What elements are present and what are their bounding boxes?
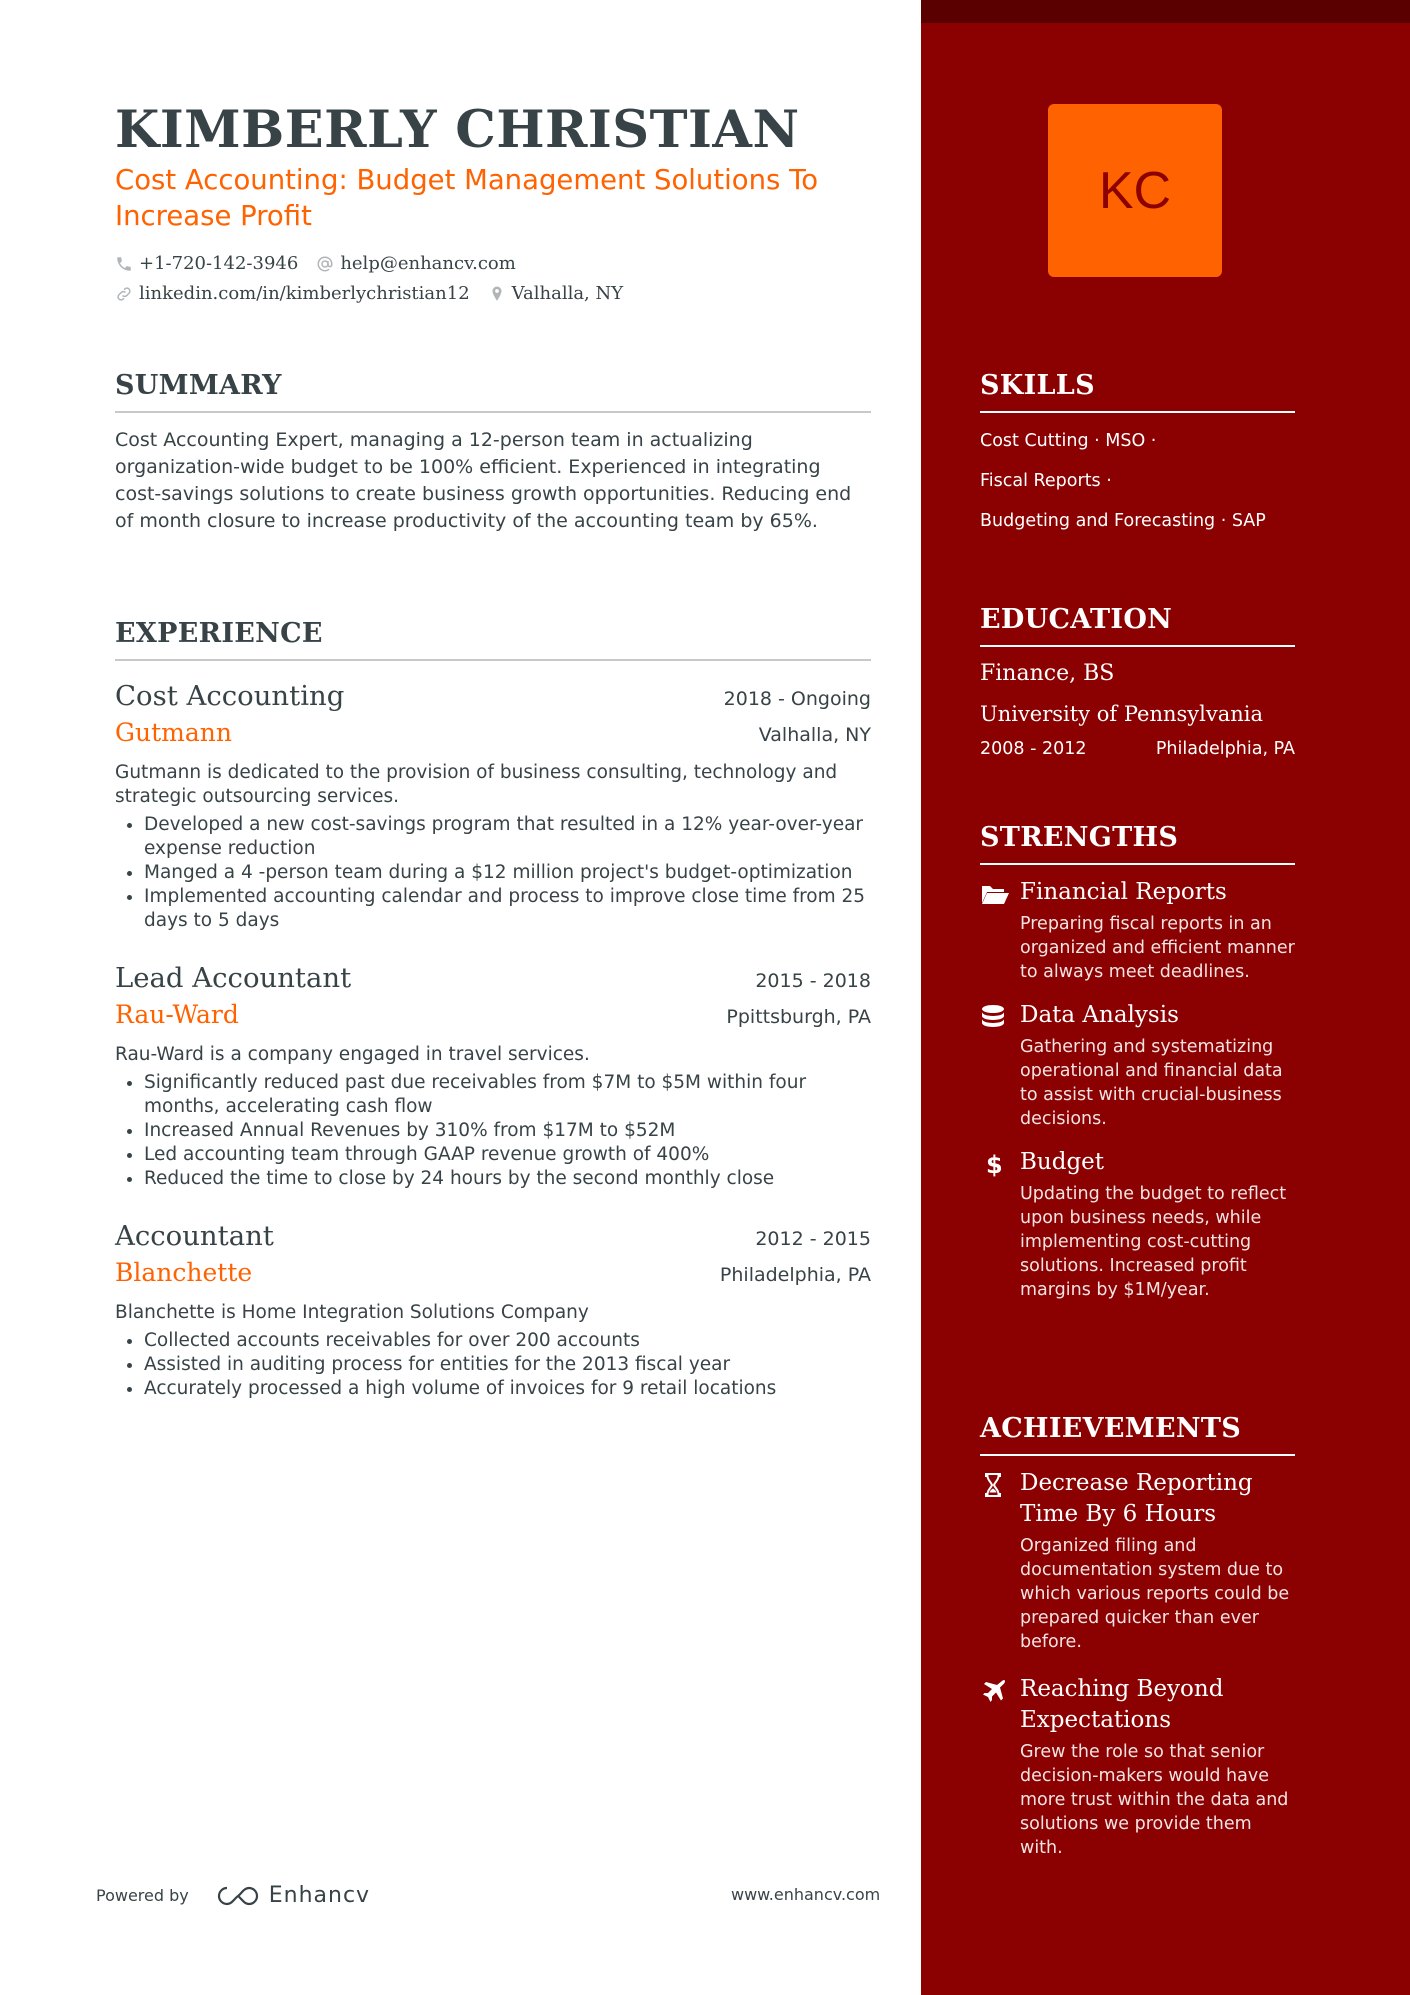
achievement-item: [980, 1468, 1295, 1654]
achievement-item: [980, 1674, 1295, 1860]
phone-text: +1-720-142-3946: [139, 253, 299, 274]
job-bullet: • Led accounting team through GAAP revenue growth of 400%: [144, 1143, 871, 1167]
job-bullets: [115, 1329, 871, 1401]
job-location: Valhalla, NY: [758, 724, 871, 746]
email-text: help@enhancv.com: [340, 253, 516, 274]
map-pin-icon: [488, 285, 506, 303]
strength-title: Data Analysis: [1020, 1002, 1179, 1028]
sidebar-top-band: [921, 0, 1410, 23]
contact-phone[interactable]: [115, 253, 298, 274]
footer-website[interactable]: www.enhancv.com: [731, 1885, 881, 1904]
strengths-title: STRENGTHS: [980, 822, 1295, 865]
strength-desc: Updating the budget to reflect upon business needs, while implementing cost-cutting solutions. Increased profit margins by $1M/year.: [1020, 1184, 1287, 1300]
skill-line: Cost Cutting · MSO ·: [980, 431, 1157, 451]
job-bullet: • Manged a 4 -person team during a $12 million project's budget-optimization: [144, 861, 871, 885]
strength-desc: Preparing fiscal reports in an organized and efficient manner to always meet deadlines.: [1020, 914, 1295, 982]
strength-title: Financial Reports: [1020, 879, 1227, 905]
contact-row-2: [115, 283, 623, 304]
link-icon: [115, 285, 133, 303]
at-icon: [316, 255, 334, 273]
summary-title: SUMMARY: [115, 370, 871, 413]
experience-title: EXPERIENCE: [115, 618, 871, 661]
job-description: Gutmann is dedicated to the provision of business consulting, technology and strategic outsourcing services.: [115, 762, 838, 807]
achievement-title: Decrease Reporting Time By 6 Hours: [1020, 1470, 1253, 1527]
skills-title: SKILLS: [980, 370, 1295, 413]
candidate-headline: Cost Accounting: Budget Management Solutions To Increase Profit: [115, 164, 819, 232]
plane-icon: [980, 1678, 1010, 1704]
strength-item: [980, 877, 1295, 984]
strength-item: [980, 1147, 1295, 1302]
linkedin-text: linkedin.com/in/kimberlychristian12: [139, 283, 470, 304]
job-company: Blanchette: [115, 1258, 253, 1287]
job-company: Gutmann: [115, 718, 232, 747]
job-date: 2015 - 2018: [755, 970, 871, 992]
job-bullet: • Collected accounts receivables for over 200 accounts: [144, 1329, 871, 1353]
education-title: EDUCATION: [980, 604, 1295, 647]
education-years: 2008 - 2012: [980, 739, 1087, 759]
svg-text:$: $: [986, 1151, 1003, 1177]
enhancv-brand[interactable]: [215, 1883, 370, 1908]
job-entry: [115, 959, 871, 1191]
job-company: Rau-Ward: [115, 1000, 239, 1029]
contact-linkedin[interactable]: [115, 283, 470, 304]
hourglass-icon: [980, 1472, 1010, 1498]
job-bullet: • Assisted in auditing process for entities for the 2013 fiscal year: [144, 1353, 871, 1377]
job-role: Cost Accounting: [115, 680, 345, 712]
strength-desc: Gathering and systematizing operational and financial data to assist with crucial-business decisions.: [1020, 1037, 1283, 1129]
job-date: 2012 - 2015: [755, 1228, 871, 1250]
education-school: University of Pennsylvania: [980, 702, 1263, 726]
achievement-title: Reaching Beyond Expectations: [1020, 1676, 1224, 1733]
summary-text: Cost Accounting Expert, managing a 12-person team in actualizing organization-wide budget to be 100% efficient. Experienced in integrating cost-savings solutions to create business growth opportunities. Reducing end of month closure to increase productivity of the accounting team by 65%.: [115, 429, 852, 532]
skill-line: Budgeting and Forecasting · SAP: [980, 511, 1266, 531]
education-degree: Finance, BS: [980, 661, 1115, 686]
strengths-section: [980, 822, 1295, 1302]
skills-section: [980, 370, 1295, 533]
enhancv-brand-text: Enhancv: [268, 1883, 371, 1908]
folder-open-icon: [980, 881, 1010, 907]
job-bullets: [115, 1071, 871, 1191]
strength-title: Budget: [1020, 1149, 1105, 1175]
contact-email[interactable]: [316, 253, 516, 274]
education-section: [980, 604, 1295, 761]
job-role: Lead Accountant: [115, 962, 352, 994]
experience-section: [115, 618, 871, 1401]
achievements-title: ACHIEVEMENTS: [980, 1413, 1295, 1456]
job-bullets: [115, 813, 871, 933]
avatar-initials: KC: [1098, 161, 1172, 220]
job-location: Philadelphia, PA: [719, 1264, 871, 1286]
dollar-icon: [980, 1151, 1010, 1177]
phone-icon: [115, 255, 133, 273]
achievement-desc: Organized filing and documentation system due to which various reports could be prepared quicker than ever before.: [1020, 1536, 1290, 1652]
location-text: Valhalla, NY: [511, 283, 624, 304]
job-date: 2018 - Ongoing: [723, 688, 871, 710]
achievement-desc: Grew the role so that senior decision-makers would have more trust within the data and solutions we provide them with.: [1020, 1742, 1289, 1858]
avatar: [1048, 104, 1222, 277]
contact-row-1: [115, 253, 516, 274]
powered-by-text: Powered by: [96, 1886, 189, 1905]
job-role: Accountant: [115, 1220, 274, 1252]
skill-line: Fiscal Reports ·: [980, 471, 1112, 491]
summary-section: [115, 370, 871, 535]
education-location: Philadelphia, PA: [1155, 739, 1295, 759]
achievements-section: [980, 1413, 1295, 1860]
job-bullet: • Significantly reduced past due receivables from $7M to $5M within four months, accelerating cash flow: [144, 1071, 871, 1119]
database-icon: [980, 1004, 1010, 1030]
job-description: Blanchette is Home Integration Solutions Company: [115, 1302, 589, 1323]
enhancv-logo-icon: [215, 1884, 261, 1908]
job-bullet: • Increased Annual Revenues by 310% from $17M to $52M: [144, 1119, 871, 1143]
job-bullet: • Implemented accounting calendar and process to improve close time from 25 days to 5 days: [144, 885, 871, 933]
job-bullet: • Accurately processed a high volume of invoices for 9 retail locations: [144, 1377, 871, 1401]
job-bullet: • Reduced the time to close by 24 hours by the second monthly close: [144, 1167, 871, 1191]
job-bullet: • Developed a new cost-savings program that resulted in a 12% year-over-year expense reduction: [144, 813, 871, 861]
strength-item: [980, 1000, 1295, 1131]
contact-location: [488, 283, 623, 304]
job-entry: [115, 677, 871, 933]
job-description: Rau-Ward is a company engaged in travel services.: [115, 1044, 590, 1065]
candidate-name: KIMBERLY CHRISTIAN: [115, 100, 800, 160]
footer-powered-by: [96, 1883, 370, 1908]
job-location: Ppittsburgh, PA: [726, 1006, 871, 1028]
job-entry: [115, 1217, 871, 1401]
